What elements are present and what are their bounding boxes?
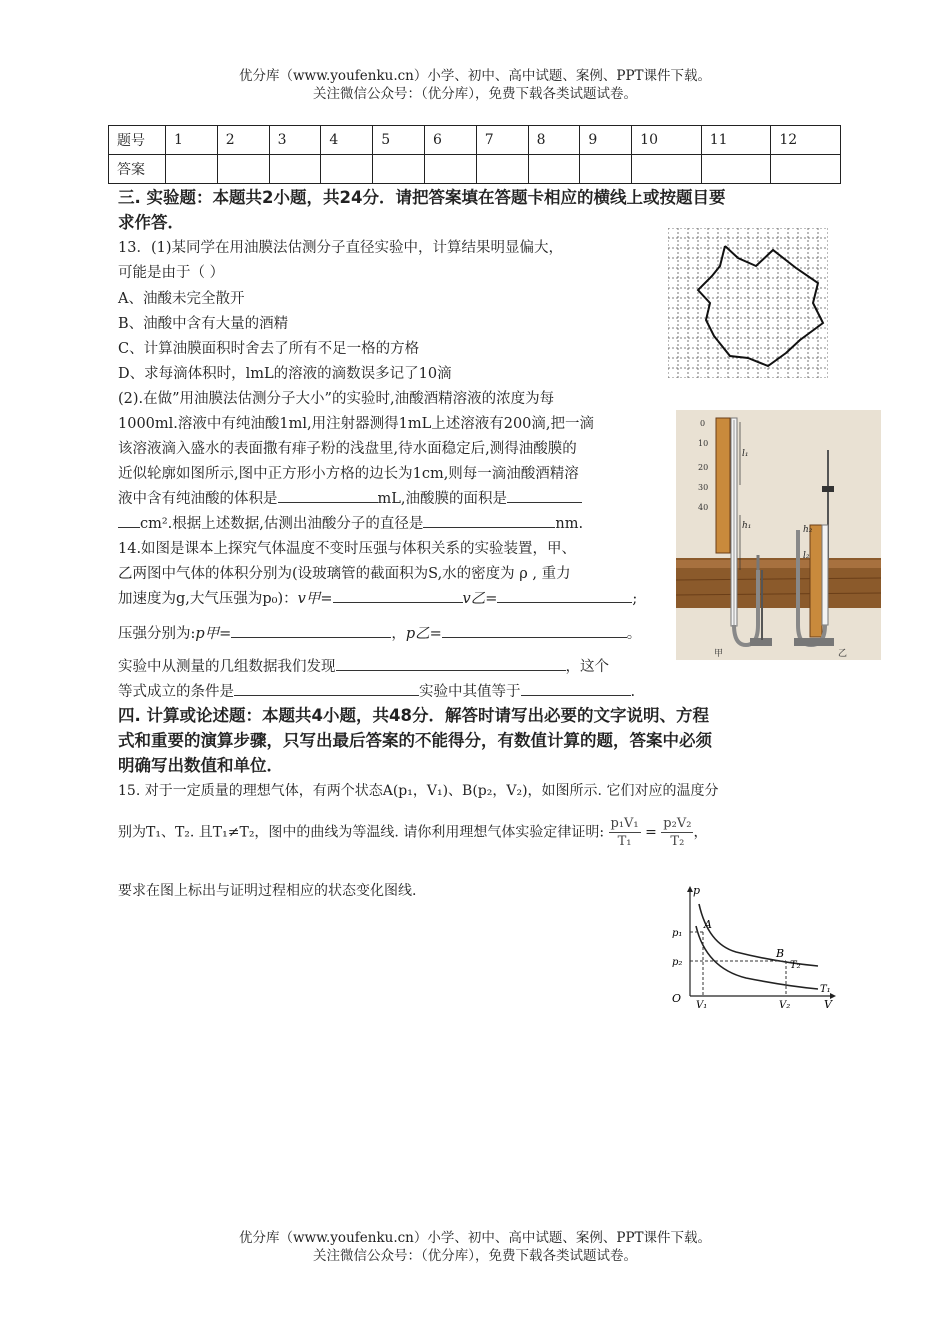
section-4-title-line-2: 式和重要的演算步骤，只写出最后答案的不能得分，有数值计算的题，答案中必须 — [118, 731, 712, 750]
footer-line-2: 关注微信公众号：（优分库），免费下载各类试题试卷。 — [313, 1248, 637, 1264]
blank-area[interactable] — [507, 488, 582, 503]
answer-cell[interactable] — [528, 155, 580, 184]
q14-text: 等式成立的条件是 — [118, 684, 234, 700]
question-number-cell: 6 — [424, 126, 476, 155]
question-number-cell: 8 — [528, 126, 580, 155]
q14-line-2: 乙两图中气体的体积分别为(设玻璃管的截面积为S,水的密度为 ρ , 重力 — [118, 566, 571, 582]
answer-cell[interactable] — [771, 155, 841, 184]
blank-diameter[interactable] — [423, 513, 555, 528]
label-v2: V₂ — [779, 1000, 791, 1010]
clamp-yi — [822, 486, 834, 492]
q13-part2-line-4: 近似轮廓如图所示,图中正方形小方格的边长为1cm,则每一滴油酸酒精溶 — [118, 466, 579, 482]
question-number-cell: 4 — [321, 126, 373, 155]
q13-part2-line-6 — [118, 512, 583, 533]
isotherm-t2 — [699, 904, 818, 966]
scale-tick-40: 40 — [698, 503, 709, 512]
pv-isotherm-graph — [666, 882, 838, 1010]
answer-cell[interactable] — [269, 155, 321, 184]
fraction-left-numerator: p₁V₁ — [610, 816, 639, 831]
answer-cell[interactable] — [166, 155, 218, 184]
q13-part2-line-3: 该溶液滴入盛水的表面撒有痱子粉的浅盘里,待水面稳定后,测得油酸膜的 — [118, 441, 577, 457]
volume-jia-label: v甲= — [297, 591, 333, 607]
q13-text: 液中含有纯油酸的体积是 — [118, 491, 278, 507]
figure-label-jia: 甲 — [714, 649, 724, 659]
q13-option-d: D、求每滴体积时，lmL的溶液的滴数误多记了10滴 — [118, 366, 452, 382]
label-p2: p₂ — [672, 957, 683, 968]
row-label-number: 题号 — [109, 126, 166, 155]
q13-part2-line-5 — [118, 487, 582, 508]
q15-line-1: 15. 对于一定质量的理想气体，有两个状态A(p₁，V₁)、B(p₂，V₂)，如图所示. 它们对应的温度分 — [118, 783, 719, 799]
answer-cell[interactable] — [476, 155, 528, 184]
answer-cell[interactable] — [701, 155, 771, 184]
q14-text: 压强分别为: — [118, 626, 196, 642]
answer-cell[interactable] — [424, 155, 476, 184]
label-v1: V₁ — [696, 1000, 708, 1010]
grid-lines — [668, 228, 828, 378]
scale-board-jia — [716, 418, 730, 553]
q13-text: mL,油酸膜的面积是 — [377, 491, 507, 507]
blank-volume-jia[interactable] — [333, 588, 463, 603]
section-3-title-line-2: 求作答． — [118, 213, 184, 232]
q15-line-2 — [118, 815, 707, 850]
fraction-right-denominator: T₂ — [670, 834, 685, 849]
q13-line-2: 可能是由于（ ） — [118, 265, 225, 281]
q15-text: ， — [693, 824, 708, 841]
figure-label-yi: 乙 — [838, 649, 848, 659]
q14-line-3: 加速度为g,大气压强为p₀)：v甲= v乙= ; — [118, 587, 637, 608]
q13-option-b: B、油酸中含有大量的酒精 — [118, 316, 289, 332]
page-header — [0, 67, 950, 103]
question-number-cell: 12 — [771, 126, 841, 155]
volume-yi-label: v乙= — [462, 591, 498, 607]
pressure-jia-label: p甲= — [195, 626, 232, 642]
answer-table-answer-row — [109, 155, 841, 184]
scale-board-yi — [810, 525, 822, 637]
answer-cell[interactable] — [321, 155, 373, 184]
blank-volume-yi[interactable] — [497, 588, 632, 603]
question-number-cell: 10 — [632, 126, 702, 155]
answer-table-number-row — [109, 126, 841, 155]
q14-text: 实验中从测量的几组数据我们发现 — [118, 659, 336, 675]
table-edge — [676, 560, 881, 568]
label-h2: h₂ — [803, 525, 813, 535]
section-4-title-line-1: 四. 计算或论述题：本题共4小题，共48分．解答时请写出必要的文字说明、方程 — [118, 706, 709, 725]
question-number-cell: 2 — [217, 126, 269, 155]
fraction-left-denominator: T₁ — [617, 834, 632, 849]
label-l2: l₂ — [803, 551, 810, 561]
q14-text: 加速度为g,大气压强为p₀)： — [118, 591, 298, 607]
label-p1: p₁ — [672, 928, 683, 939]
question-number-cell: 5 — [373, 126, 425, 155]
axis-label-p: p — [693, 884, 701, 897]
blank-condition[interactable] — [234, 681, 419, 696]
question-number-cell: 9 — [580, 126, 632, 155]
header-line-1: 优分库（www.youfenku.cn）小学、初中、高中试题、案例、PPT课件下载。 — [238, 68, 712, 84]
q14-line-1: 14.如图是课本上探究气体温度不变时压强与体积关系的实验装置，甲、 — [118, 541, 577, 557]
answer-table — [108, 125, 841, 184]
section-4-title — [118, 703, 838, 778]
question-number-cell: 1 — [166, 126, 218, 155]
answer-cell[interactable] — [632, 155, 702, 184]
label-l1: l₁ — [742, 449, 749, 459]
blank-finding[interactable] — [336, 656, 566, 671]
row-label-answer: 答案 — [109, 155, 166, 184]
answer-cell[interactable] — [373, 155, 425, 184]
label-h1: h₁ — [742, 521, 752, 531]
answer-cell[interactable] — [217, 155, 269, 184]
answer-cell[interactable] — [580, 155, 632, 184]
axis-label-v: V — [824, 998, 832, 1010]
pressure-yi-label: p乙= — [405, 626, 442, 642]
q13-part2-line-2: 1000ml.溶液中有纯油酸1ml,用注射器测得1mL上述溶液有200滴,把一滴 — [118, 416, 595, 432]
blank-pressure-jia[interactable] — [231, 623, 391, 638]
origin-label: O — [672, 992, 682, 1005]
q13-part2-line-1: (2).在做”用油膜法估测分子大小”的实验时,油酸酒精溶液的浓度为每 — [118, 391, 555, 407]
blank-pressure-yi[interactable] — [442, 623, 627, 638]
section-4-title-line-3: 明确写出数值和单位． — [118, 756, 283, 775]
fraction-right — [661, 815, 693, 850]
q13-line-1: 13．(1)某同学在用油膜法估测分子直径实验中，计算结果明显偏大， — [118, 240, 563, 256]
q13-text: nm. — [555, 516, 584, 532]
q14-line-5 — [118, 655, 609, 676]
section-3-title-line-1: 三. 实验题：本题共2小题，共24分．请把答案填在答题卡相应的横线上或按题目要 — [118, 188, 726, 207]
q14-text: 实验中其值等于 — [419, 684, 521, 700]
question-number-cell: 3 — [269, 126, 321, 155]
state-b-label: B — [776, 947, 785, 960]
header-line-2: 关注微信公众号：（优分库），免费下载各类试题试卷。 — [313, 86, 637, 102]
scale-tick-30: 30 — [698, 483, 709, 492]
q14-line-4: 压强分别为:p甲= ，p乙= 。 — [118, 622, 641, 643]
gas-pressure-apparatus-figure — [676, 410, 881, 660]
stand-base-yi — [794, 638, 834, 646]
equals-sign: = — [645, 824, 657, 841]
fraction-left — [609, 815, 641, 850]
label-t1: T₁ — [820, 984, 831, 995]
fraction-right-numerator: p₂V₂ — [663, 816, 692, 831]
q15-line-3: 要求在图上标出与证明过程相应的状态变化图线. — [118, 883, 417, 899]
question-number-cell: 7 — [476, 126, 528, 155]
q13-option-c: C、计算油膜面积时舍去了所有不足一格的方格 — [118, 341, 420, 357]
state-a-label: A — [704, 918, 712, 931]
oil-film-grid-figure — [668, 228, 828, 378]
label-t2: T₂ — [790, 960, 801, 971]
blank-value[interactable] — [521, 681, 631, 696]
page-footer — [0, 1229, 950, 1265]
footer-line-1: 优分库（www.youfenku.cn）小学、初中、高中试题、案例、PPT课件下载。 — [238, 1230, 712, 1246]
blank-area-continued[interactable] — [118, 513, 140, 528]
glass-tube-yi — [822, 525, 828, 625]
q14-text: ，这个 — [565, 659, 609, 675]
question-number-cell: 11 — [701, 126, 771, 155]
q13-option-a: A、油酸未完全散开 — [118, 291, 245, 307]
q13-text: cm².根据上述数据,估测出油酸分子的直径是 — [140, 516, 424, 532]
scale-tick-0: 0 — [700, 419, 706, 428]
blank-volume[interactable] — [278, 488, 378, 503]
q15-text: 别为T₁、T₂. 且T₁≠T₂，图中的曲线为等温线. 请你利用理想气体实验定律证明: — [118, 824, 605, 841]
scale-tick-10: 10 — [698, 439, 709, 448]
scale-tick-20: 20 — [698, 463, 709, 472]
q14-line-6: 等式成立的条件是 实验中其值等于 . — [118, 680, 635, 701]
